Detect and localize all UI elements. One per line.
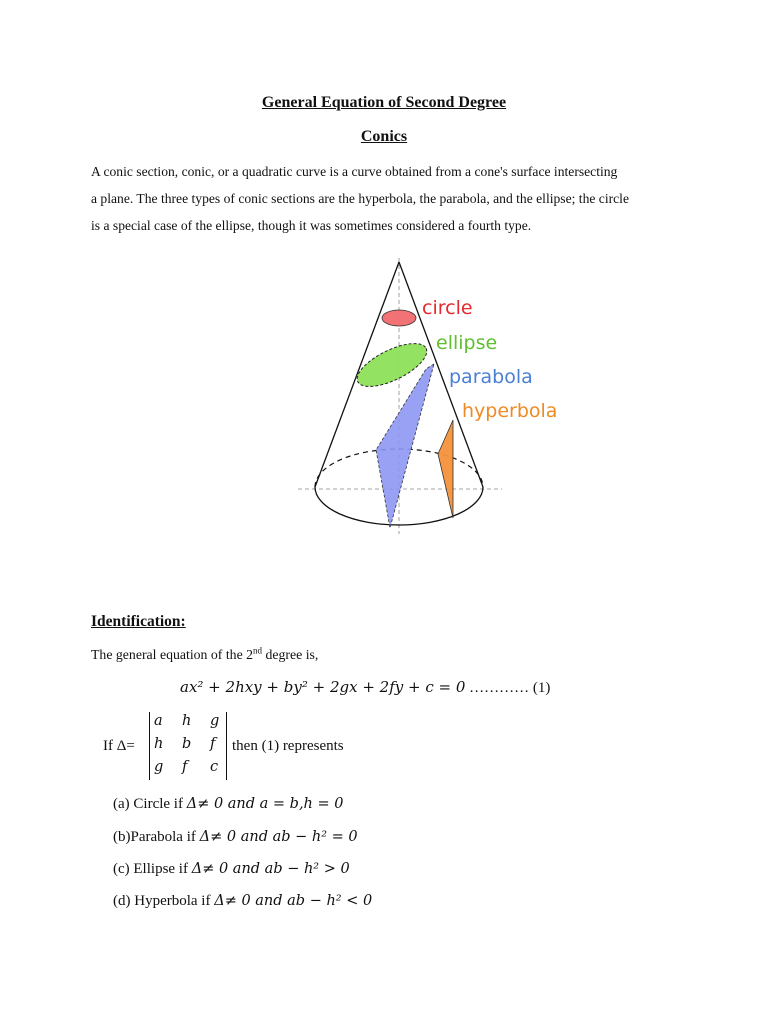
then-represents-text: then (1) represents <box>232 738 344 754</box>
condition-parabola <box>113 829 358 846</box>
section-title-conics: Conics <box>360 128 408 145</box>
matrix-cell: f <box>210 736 216 752</box>
label-hyperbola: hyperbola <box>462 400 558 422</box>
condition-math: Δ≠ 0 and ab − h² = 0 <box>199 829 358 845</box>
general-prefix: The general equation of the 2 <box>91 647 254 662</box>
condition-math: Δ≠ 0 and a = b,h = 0 <box>186 796 344 812</box>
condition-label: (a) Circle if <box>113 796 187 812</box>
matrix-cell: h <box>154 736 164 752</box>
equation-expression: ax² + 2hxy + by² + 2gx + 2fy + c = 0 <box>180 678 466 696</box>
label-ellipse: ellipse <box>436 332 498 354</box>
condition-label: (c) Ellipse if <box>113 861 192 877</box>
condition-label: (d) Hyperbola if <box>113 893 215 909</box>
identification-heading: Identification: <box>91 613 186 630</box>
matrix-cell: a <box>154 713 163 729</box>
condition-hyperbola <box>113 893 372 910</box>
label-circle: circle <box>422 297 473 319</box>
general-suffix: degree is, <box>262 647 319 662</box>
matrix-cell: h <box>182 713 192 729</box>
intro-paragraph <box>91 158 683 239</box>
matrix-cell: b <box>182 736 192 752</box>
parabola-section <box>376 364 434 528</box>
matrix-cell: c <box>210 759 219 775</box>
equation-reference: ………… (1) <box>465 680 551 696</box>
condition-math: Δ≠ 0 and ab − h² < 0 <box>214 893 373 909</box>
condition-circle <box>113 796 344 813</box>
intro-line-3: is a special case of the ellipse, though it was sometimes considered a fourth type. <box>91 218 532 233</box>
intro-line-1: A conic section, conic, or a quadratic curve is a curve obtained from a cone's surface intersecting <box>91 164 618 179</box>
circle-section <box>382 310 416 326</box>
condition-label: (b)Parabola if <box>113 829 200 845</box>
general-superscript: nd <box>253 645 263 656</box>
hyperbola-section <box>438 420 453 518</box>
page-title: General Equation of Second Degree <box>261 94 507 111</box>
intro-line-2: a plane. The three types of conic sections are the hyperbola, the parabola, and the ellipse; the circle <box>91 191 629 206</box>
condition-ellipse <box>113 861 350 878</box>
label-parabola: parabola <box>449 366 533 388</box>
conic-sections-figure <box>290 252 590 542</box>
general-equation <box>180 678 550 697</box>
determinant-matrix <box>149 712 227 780</box>
general-equation-intro <box>91 647 318 663</box>
matrix-cell: g <box>210 713 220 729</box>
matrix-cell: f <box>182 759 188 775</box>
matrix-cell: g <box>154 759 164 775</box>
condition-math: Δ≠ 0 and ab − h² > 0 <box>191 861 350 877</box>
if-delta-label: If Δ= <box>103 738 135 754</box>
